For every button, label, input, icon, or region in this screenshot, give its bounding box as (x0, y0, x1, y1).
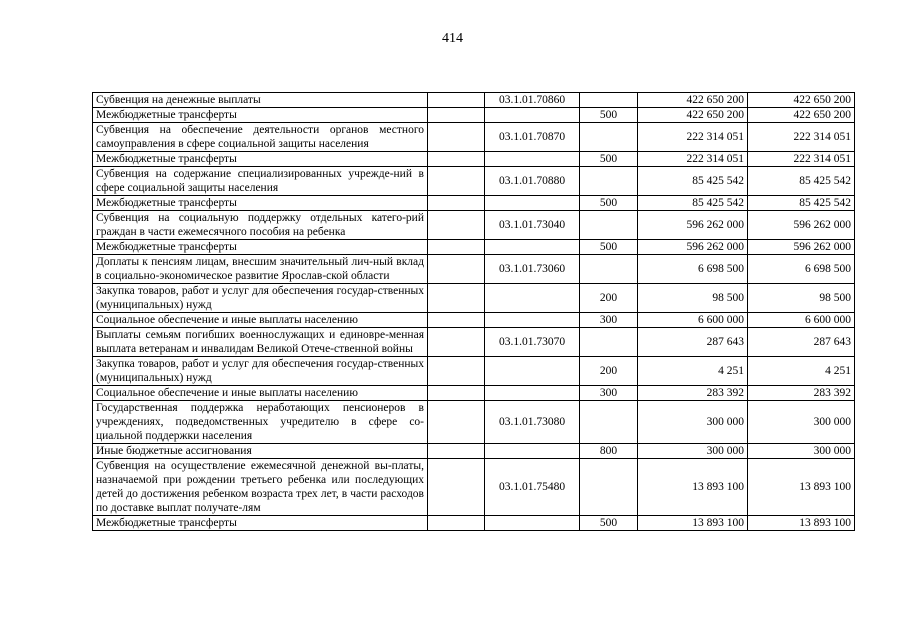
row-sum-1: 283 392 (638, 386, 748, 401)
table-row (93, 93, 855, 108)
row-blank-cell (428, 167, 485, 196)
row-blank-cell (428, 386, 485, 401)
row-name: Выплаты семьям погибших военнослужащих и единовре-менная выплата ветеранам и инвалидам Великой Отече-ственной войны (93, 328, 428, 357)
row-sum-1: 300 000 (638, 444, 748, 459)
row-expense-type (580, 459, 638, 516)
row-sum-1: 422 650 200 (638, 108, 748, 123)
row-target-code: 03.1.01.75480 (485, 459, 580, 516)
row-target-code (485, 196, 580, 211)
row-sum-2: 422 650 200 (748, 108, 855, 123)
row-sum-2: 596 262 000 (748, 240, 855, 255)
row-expense-type (580, 255, 638, 284)
row-name: Иные бюджетные ассигнования (93, 444, 428, 459)
row-name: Социальное обеспечение и иные выплаты населению (93, 386, 428, 401)
row-target-code: 03.1.01.70860 (485, 93, 580, 108)
row-sum-2: 13 893 100 (748, 459, 855, 516)
row-sum-2: 6 600 000 (748, 313, 855, 328)
row-expense-type (580, 167, 638, 196)
row-expense-type (580, 328, 638, 357)
row-name: Межбюджетные трансферты (93, 196, 428, 211)
table-row (93, 123, 855, 152)
row-name: Субвенция на содержание специализированных учрежде-ний в сфере социальной защиты населения (93, 167, 428, 196)
budget-table (92, 92, 855, 531)
row-expense-type: 800 (580, 444, 638, 459)
row-blank-cell (428, 123, 485, 152)
row-expense-type: 200 (580, 284, 638, 313)
row-target-code (485, 152, 580, 167)
table-row (93, 240, 855, 255)
row-expense-type: 500 (580, 108, 638, 123)
table-row (93, 444, 855, 459)
table-row (93, 328, 855, 357)
row-blank-cell (428, 401, 485, 444)
row-blank-cell (428, 284, 485, 313)
table-row (93, 108, 855, 123)
row-name: Закупка товаров, работ и услуг для обеспечения государ-ственных (муниципальных) нужд (93, 284, 428, 313)
row-target-code (485, 240, 580, 255)
row-expense-type (580, 401, 638, 444)
row-blank-cell (428, 357, 485, 386)
row-blank-cell (428, 516, 485, 531)
row-sum-1: 300 000 (638, 401, 748, 444)
row-target-code (485, 444, 580, 459)
row-sum-1: 596 262 000 (638, 211, 748, 240)
row-blank-cell (428, 196, 485, 211)
row-name: Межбюджетные трансферты (93, 516, 428, 531)
table-row (93, 211, 855, 240)
row-target-code (485, 313, 580, 328)
row-sum-2: 222 314 051 (748, 152, 855, 167)
row-sum-2: 6 698 500 (748, 255, 855, 284)
row-sum-1: 6 600 000 (638, 313, 748, 328)
row-expense-type (580, 93, 638, 108)
table-row (93, 196, 855, 211)
row-sum-2: 283 392 (748, 386, 855, 401)
row-expense-type: 300 (580, 386, 638, 401)
row-sum-2: 222 314 051 (748, 123, 855, 152)
table-row (93, 459, 855, 516)
row-sum-2: 300 000 (748, 444, 855, 459)
row-sum-2: 422 650 200 (748, 93, 855, 108)
row-sum-1: 85 425 542 (638, 196, 748, 211)
row-blank-cell (428, 444, 485, 459)
row-name: Межбюджетные трансферты (93, 152, 428, 167)
row-name: Субвенция на социальную поддержку отдельных катего-рий граждан в части ежемесячного пособия на ребенка (93, 211, 428, 240)
table-row (93, 357, 855, 386)
row-sum-1: 13 893 100 (638, 516, 748, 531)
row-blank-cell (428, 211, 485, 240)
row-name: Социальное обеспечение и иные выплаты населению (93, 313, 428, 328)
row-name: Субвенция на обеспечение деятельности органов местного самоуправления в сфере социальной защиты населения (93, 123, 428, 152)
row-name: Субвенция на денежные выплаты (93, 93, 428, 108)
row-sum-2: 98 500 (748, 284, 855, 313)
row-expense-type: 200 (580, 357, 638, 386)
row-name: Субвенция на осуществление ежемесячной денежной вы-платы, назначаемой при рождении третьего ребенка или последующих детей до достижения ребенком возраста трех лет, в части расходов по доставке выплат получате-лям (93, 459, 428, 516)
row-target-code (485, 386, 580, 401)
row-sum-1: 13 893 100 (638, 459, 748, 516)
row-name: Межбюджетные трансферты (93, 240, 428, 255)
row-sum-2: 287 643 (748, 328, 855, 357)
row-expense-type: 500 (580, 516, 638, 531)
row-blank-cell (428, 93, 485, 108)
row-sum-1: 287 643 (638, 328, 748, 357)
row-sum-1: 222 314 051 (638, 123, 748, 152)
row-target-code (485, 284, 580, 313)
table-row (93, 313, 855, 328)
row-target-code: 03.1.01.70880 (485, 167, 580, 196)
row-sum-2: 85 425 542 (748, 196, 855, 211)
page-number: 414 (442, 31, 463, 46)
budget-table-body (93, 93, 855, 531)
row-sum-2: 300 000 (748, 401, 855, 444)
row-sum-1: 6 698 500 (638, 255, 748, 284)
row-sum-1: 4 251 (638, 357, 748, 386)
row-expense-type: 500 (580, 240, 638, 255)
row-expense-type (580, 123, 638, 152)
row-expense-type (580, 211, 638, 240)
row-sum-2: 596 262 000 (748, 211, 855, 240)
row-expense-type: 500 (580, 152, 638, 167)
row-expense-type: 300 (580, 313, 638, 328)
row-target-code (485, 108, 580, 123)
row-sum-1: 422 650 200 (638, 93, 748, 108)
row-sum-1: 222 314 051 (638, 152, 748, 167)
row-target-code: 03.1.01.73080 (485, 401, 580, 444)
row-sum-1: 596 262 000 (638, 240, 748, 255)
row-expense-type: 500 (580, 196, 638, 211)
table-row (93, 284, 855, 313)
table-row (93, 152, 855, 167)
table-row (93, 167, 855, 196)
row-sum-2: 13 893 100 (748, 516, 855, 531)
row-blank-cell (428, 240, 485, 255)
row-name: Государственная поддержка неработающих пенсионеров в учреждениях, подведомственных учредителю в сфере со-циальной поддержки населения (93, 401, 428, 444)
row-blank-cell (428, 108, 485, 123)
row-blank-cell (428, 255, 485, 284)
table-row (93, 401, 855, 444)
row-blank-cell (428, 313, 485, 328)
row-sum-2: 4 251 (748, 357, 855, 386)
row-target-code (485, 516, 580, 531)
row-target-code: 03.1.01.73060 (485, 255, 580, 284)
row-sum-2: 85 425 542 (748, 167, 855, 196)
row-blank-cell (428, 328, 485, 357)
row-blank-cell (428, 459, 485, 516)
row-target-code: 03.1.01.70870 (485, 123, 580, 152)
table-row (93, 516, 855, 531)
row-blank-cell (428, 152, 485, 167)
row-target-code (485, 357, 580, 386)
table-row (93, 386, 855, 401)
row-sum-1: 98 500 (638, 284, 748, 313)
row-target-code: 03.1.01.73040 (485, 211, 580, 240)
row-sum-1: 85 425 542 (638, 167, 748, 196)
row-name: Межбюджетные трансферты (93, 108, 428, 123)
row-name: Закупка товаров, работ и услуг для обеспечения государ-ственных (муниципальных) нужд (93, 357, 428, 386)
row-name: Доплаты к пенсиям лицам, внесшим значительный лич-ный вклад в социально-экономическое развитие Ярослав-ской области (93, 255, 428, 284)
row-target-code: 03.1.01.73070 (485, 328, 580, 357)
table-row (93, 255, 855, 284)
